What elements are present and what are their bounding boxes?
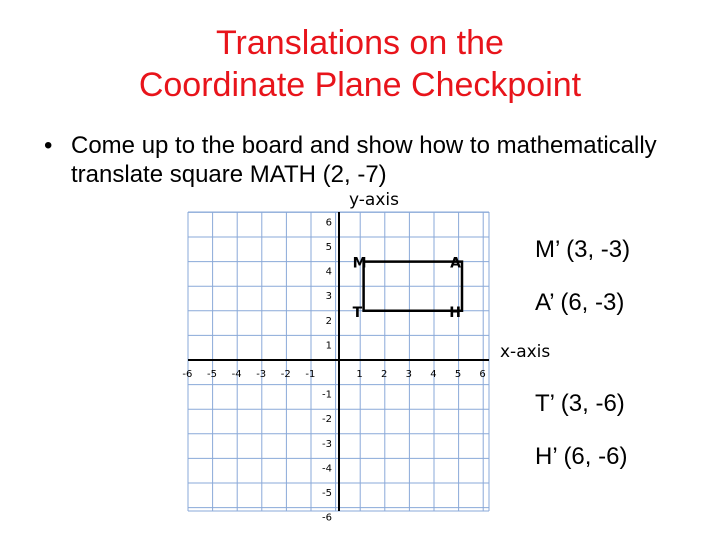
x-tick-label: 5 xyxy=(454,369,462,380)
x-tick-label: -4 xyxy=(231,369,242,380)
y-tick-label: 3 xyxy=(325,291,332,303)
x-axis-label: x-axis xyxy=(500,342,551,362)
y-axis-label: y-axis xyxy=(349,190,399,210)
x-tick-label: -1 xyxy=(305,369,316,380)
x-tick-label: -3 xyxy=(256,369,267,380)
y-tick-label: 5 xyxy=(325,242,332,253)
title-line-2: Coordinate Plane Checkpoint xyxy=(138,66,582,104)
title-line-1: Translations on the xyxy=(216,24,504,62)
x-tick-label: 3 xyxy=(405,369,412,380)
y-tick-label: -3 xyxy=(322,438,332,450)
x-tick-label: -5 xyxy=(207,369,217,380)
x-tick-label: -6 xyxy=(182,369,193,380)
y-tick-label: -6 xyxy=(322,512,332,524)
y-tick-label: -4 xyxy=(322,463,332,475)
answer-a-prime: A’ (6, -3) xyxy=(535,289,625,316)
y-tick-label: 4 xyxy=(325,266,332,278)
y-tick-label: -5 xyxy=(322,488,332,499)
vertex-label-t: T xyxy=(352,304,363,321)
vertex-label-m: M xyxy=(352,255,367,272)
instruction-text: Come up to the board and show how to mathematically translate square MATH (2, -7) xyxy=(71,132,657,188)
y-tick-label: 1 xyxy=(325,340,332,352)
bullet-icon: • xyxy=(44,132,53,159)
x-tick-label: -2 xyxy=(280,369,291,380)
axes xyxy=(188,212,489,511)
answer-m-prime: M’ (3, -3) xyxy=(535,236,631,263)
answer-t-prime: T’ (3, -6) xyxy=(535,390,625,417)
y-tick-label: 2 xyxy=(325,315,332,327)
y-tick-label: -2 xyxy=(322,414,332,426)
x-tick-label: 1 xyxy=(356,369,363,380)
y-tick-label: 6 xyxy=(325,217,332,229)
y-tick-label: -1 xyxy=(322,389,332,401)
x-tick-label: 4 xyxy=(430,369,437,380)
answer-h-prime: H’ (6, -6) xyxy=(535,443,628,470)
vertex-label-a: A xyxy=(450,255,461,272)
x-tick-label: 6 xyxy=(479,369,486,380)
vertex-label-h: H xyxy=(449,304,461,321)
x-tick-label: 2 xyxy=(381,369,388,380)
